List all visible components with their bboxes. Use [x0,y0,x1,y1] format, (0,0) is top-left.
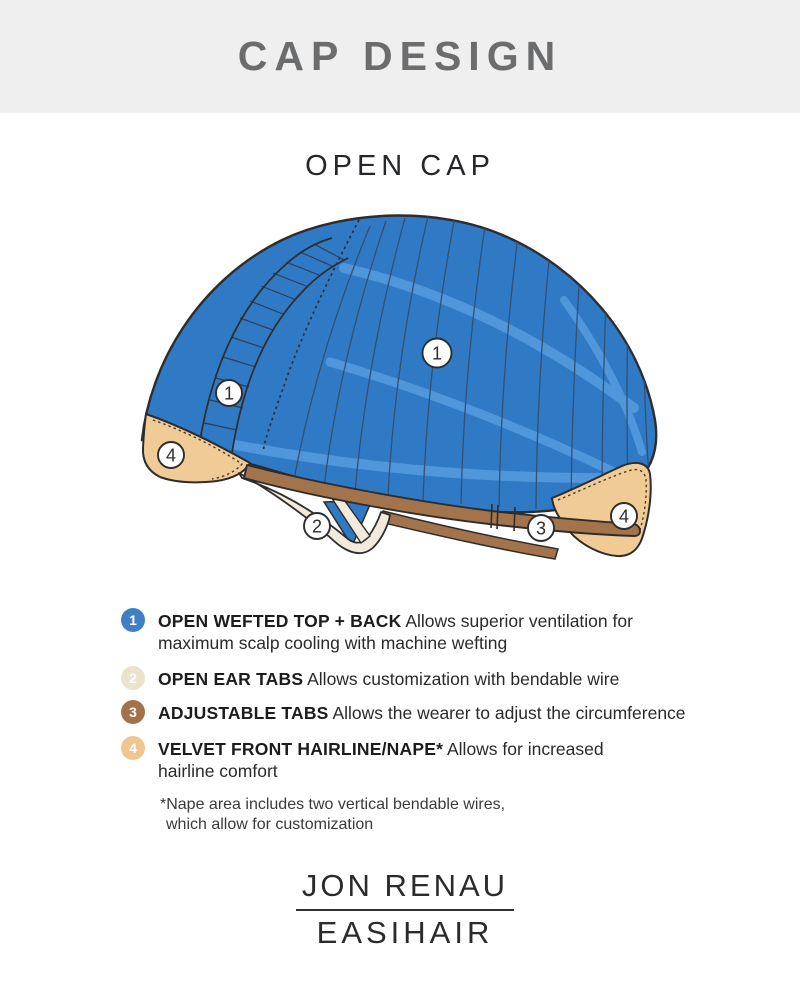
brand-divider [296,909,514,911]
page-title: CAP DESIGN [237,33,563,79]
legend-desc-3: Allows the wearer to adjust the circumference [328,703,686,723]
cap-style-title: OPEN CAP [305,150,495,182]
legend-desc-2: Allows customization with bendable wire [303,669,620,689]
legend-text-3 [158,702,698,724]
callout-2 [304,513,330,539]
legend-label-1: OPEN WEFTED TOP + BACK [158,611,402,631]
legend-text-2 [158,668,698,690]
legend-badge-4: 4 [121,736,145,760]
legend-item-adjustable-tabs [121,700,698,724]
callout-4-front [158,442,184,468]
legend-label-4: VELVET FRONT HAIRLINE/NAPE* [158,739,444,759]
cap-illustration [130,203,690,583]
legend-item-open-wefted [121,608,636,654]
legend-badge-1: 1 [121,608,145,632]
legend-text-4 [158,738,610,782]
brand-name-jon-renau: JON RENAU [301,868,509,903]
footnote-line-1: *Nape area includes two vertical bendable wires, [160,796,506,813]
svg-text:1: 1 [223,383,235,404]
page-header [0,0,800,113]
callout-1-top [423,339,452,368]
svg-text:2: 2 [311,516,323,537]
svg-text:4: 4 [165,445,177,466]
legend-desc-1: Allows superior ventilation for maximum scalp cooling with machine wefting [158,611,633,653]
brand-logo [0,868,800,951]
legend-label-2: OPEN EAR TABS [158,669,304,689]
nape-footnote [160,795,505,835]
svg-text:3: 3 [535,518,547,539]
callout-3 [528,515,554,541]
legend-item-velvet [121,736,610,782]
legend-desc-4: Allows for increased hairline comfort [158,739,604,781]
callout-1-front [216,380,242,406]
legend-item-ear-tabs [121,666,698,690]
brand-name-easihair: EASIHAIR [316,915,494,950]
footnote-line-2: which allow for customization [166,816,374,833]
legend-text-1 [158,610,636,654]
callout-4-back [611,503,637,529]
legend-badge-2: 2 [121,666,145,690]
legend-badge-3: 3 [121,700,145,724]
cap-diagram [130,203,690,583]
svg-text:1: 1 [431,343,443,364]
svg-text:4: 4 [618,506,630,527]
legend-label-3: ADJUSTABLE TABS [158,703,329,723]
